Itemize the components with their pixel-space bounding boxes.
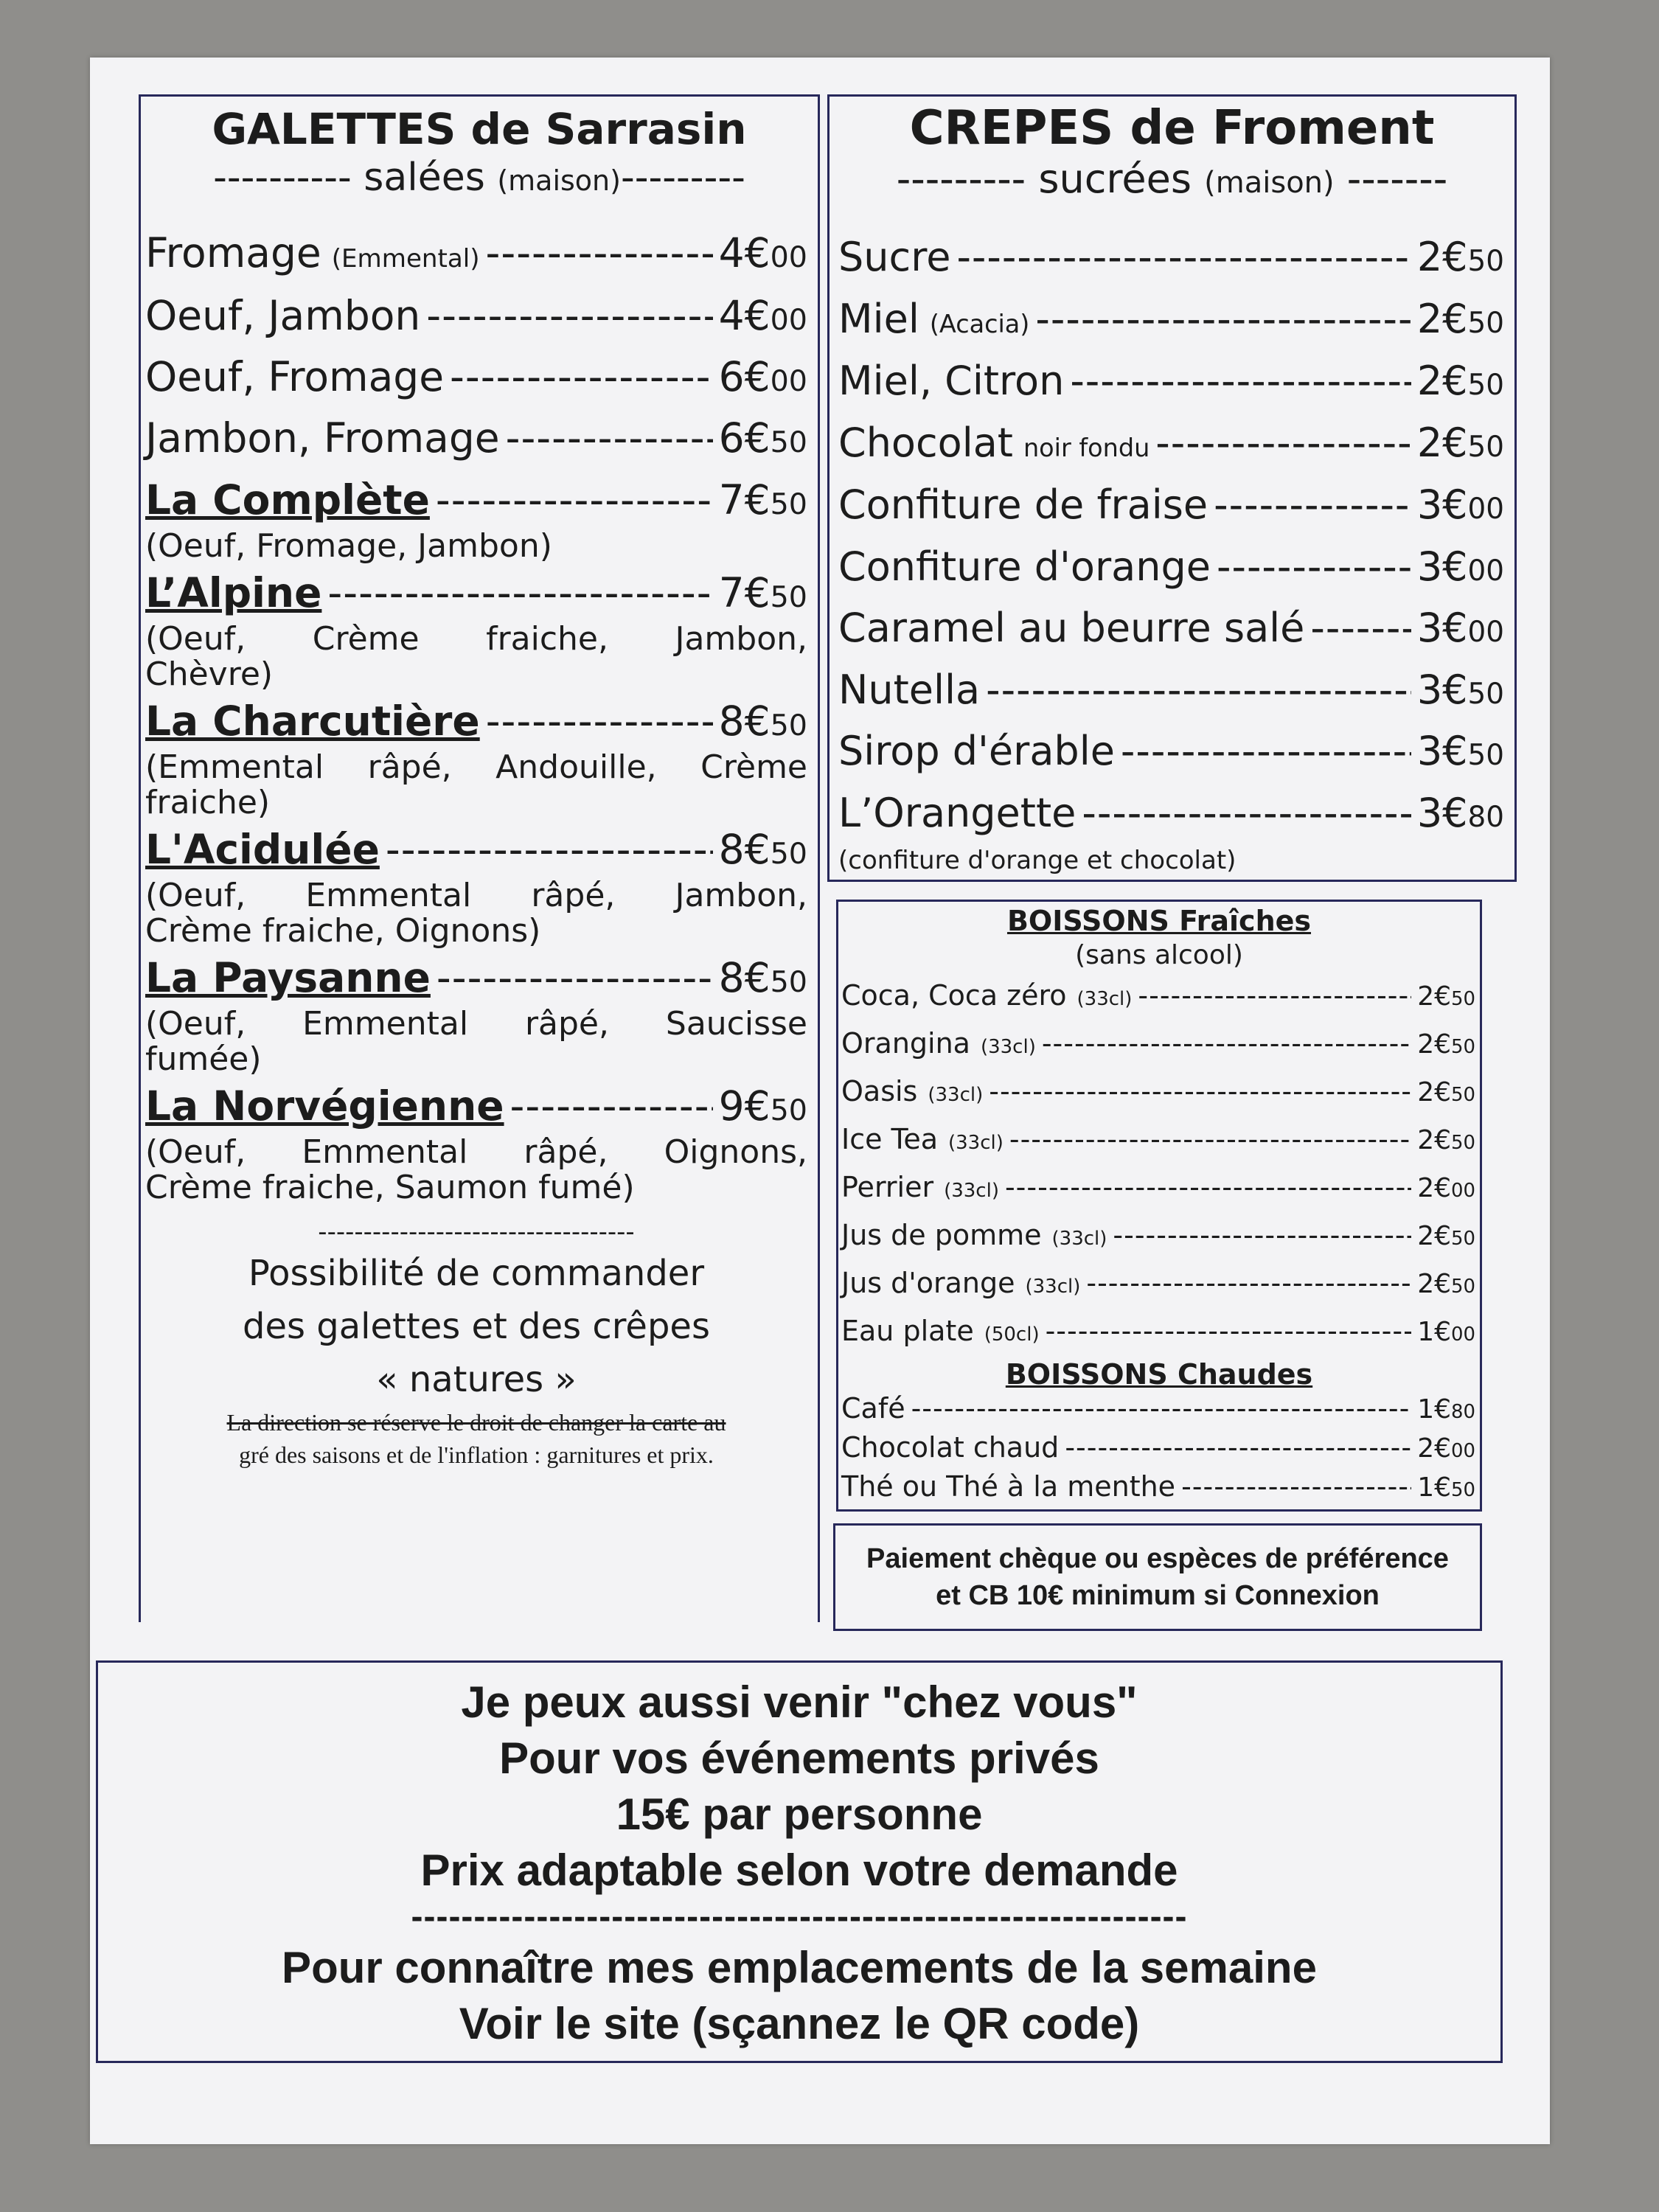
price-cents: 00 [1467,554,1504,588]
item-name: Sirop d'érable [838,728,1115,774]
item-description: (Oeuf, Emmental râpé, Oignons, [145,1133,807,1171]
price-cents: 50 [770,965,807,999]
item-price [719,564,807,626]
crepes-footnote: (confiture d'orange et chocolat) [838,846,1237,875]
price-cents: 00 [770,303,807,337]
item-note: (33cl) [980,1036,1036,1058]
item-name: Miel, Citron [838,358,1065,404]
item-price [1417,229,1504,291]
menu-item [830,476,1514,538]
item-price [1417,1310,1475,1357]
item-price [1417,476,1504,538]
galettes-title: GALETTES de Sarrasin [212,104,747,154]
item-price [1417,538,1504,600]
price-cents: 00 [1467,616,1504,649]
price-euros: 2€ [1417,1173,1452,1203]
cold-drinks-title: BOISSONS Fraîches [1006,905,1312,937]
dotted-leader [1082,785,1411,842]
item-name: L’Alpine [145,569,322,616]
dotted-leader [506,410,713,467]
events-line-1: Je peux aussi venir "chez vous" [461,1677,1138,1727]
price-euros: 2€ [1416,295,1468,342]
item-name: Oeuf, Fromage [145,353,445,400]
item-description: (Emmental râpé, Andouille, Crème [145,748,807,786]
price-cents: 50 [1451,1084,1475,1106]
dotted-leader [486,692,713,750]
menu-item [830,538,1514,600]
menu-item [838,1430,1480,1469]
dotted-leader [437,949,713,1006]
item-name: Miel [838,295,919,342]
price-cents: 50 [1451,1132,1475,1154]
events-separator: -------------------------------------------------------------- [411,1897,1188,1936]
dotted-leader [1113,1213,1411,1257]
menu-item [145,349,807,410]
price-cents: 50 [1467,245,1504,278]
menu-item [145,410,807,471]
price-cents: 50 [1451,1228,1475,1250]
price-cents: 50 [770,425,807,459]
price-euros: 3€ [1416,543,1468,590]
item-price [1417,723,1504,785]
menu-item [830,229,1514,291]
dotted-leader [510,1077,713,1135]
hot-drinks-title: BOISSONS Chaudes [1005,1358,1313,1391]
price-cents: 00 [770,364,807,398]
item-description: fraiche) [145,784,271,821]
item-description: fumée) [145,1040,262,1078]
item-description: Crème fraiche, Saumon fumé) [145,1169,635,1206]
item-price [1417,291,1504,352]
item-price [1417,785,1504,846]
item-name: La Complète [145,476,430,524]
events-line-2: Pour vos événements privés [499,1733,1099,1783]
price-euros: 3€ [1416,728,1468,774]
price-euros: 2€ [1416,358,1468,404]
item-name: Orangina [841,1027,970,1060]
item-note: (Acacia) [929,309,1030,338]
item-note: (33cl) [1051,1228,1107,1250]
item-description: (Oeuf, Emmental râpé, Saucisse [145,1005,807,1043]
price-cents: 50 [1467,369,1504,402]
item-name: Caramel au beurre salé [838,605,1305,651]
hot-drinks-list [838,1391,1480,1508]
item-description: (Oeuf, Emmental râpé, Jambon, [145,877,807,914]
menu-item [145,949,807,1011]
item-name: Fromage [145,229,321,276]
price-euros: 6€ [718,414,771,462]
dotted-leader [1121,723,1411,780]
item-price [1417,599,1504,661]
item-description: Crème fraiche, Oignons) [145,912,541,950]
menu-item [830,352,1514,414]
dotted-leader [1217,538,1411,596]
price-euros: 3€ [1416,605,1468,651]
menu-item [838,1213,1480,1261]
menu-item [830,291,1514,353]
price-euros: 1€ [1417,1472,1452,1503]
item-name: La Charcutière [145,698,480,745]
order-note-line: des galettes et des crêpes [243,1306,710,1347]
dotted-leader [1065,1430,1411,1465]
menu-item [145,821,807,883]
dotted-leader [1310,599,1411,657]
menu-item [838,1021,1480,1069]
menu-item [838,1391,1480,1430]
item-price [1417,661,1504,723]
item-price [1417,1214,1475,1261]
dotted-leader [1086,1261,1411,1305]
crepes-section [827,94,1517,882]
payment-line-1: Paiement chèque ou espèces de préférence [866,1543,1449,1574]
item-note: (33cl) [947,1132,1004,1154]
crepes-title: CREPES de Froment [909,101,1435,156]
item-price [1417,1431,1475,1469]
menu-item [830,414,1514,477]
menu-item [838,1117,1480,1165]
item-description: (Oeuf, Crème fraiche, Jambon, [145,620,807,658]
events-info [96,1660,1503,2063]
item-price [719,692,807,754]
dotted-leader [1046,1309,1412,1353]
order-note-line: « natures » [376,1359,577,1400]
menu-item [145,1077,807,1139]
dotted-leader [986,661,1411,719]
dotted-leader [1214,476,1411,534]
item-note: (33cl) [1025,1276,1081,1298]
menu-item [145,564,807,626]
price-cents: 00 [770,240,807,274]
price-cents: 50 [770,1093,807,1127]
price-euros: 3€ [1416,666,1468,713]
price-cents: 50 [1451,1479,1475,1501]
price-euros: 4€ [718,229,771,276]
menu-item [830,723,1514,785]
item-price [719,349,807,410]
legal-note-line: gré des saisons et de l'inflation : garnitures et prix. [239,1441,714,1468]
menu-item [838,1469,1480,1508]
menu-item [838,1069,1480,1117]
price-cents: 50 [770,709,807,742]
item-name: Perrier [841,1171,934,1203]
menu-item [145,471,807,533]
item-name: L'Acidulée [145,826,380,873]
item-description: (Oeuf, Fromage, Jambon) [145,527,552,565]
item-price [1417,1166,1475,1213]
galettes-section [139,94,820,1622]
dotted-leader [1042,1021,1411,1065]
price-euros: 4€ [718,292,771,339]
item-price [1417,1023,1475,1069]
item-price [1417,1262,1475,1309]
item-name: L’Orangette [838,789,1077,836]
cold-drinks-list [838,973,1480,1357]
item-note: (50cl) [984,1324,1040,1346]
price-cents: 00 [1467,493,1504,526]
menu-item [838,973,1480,1021]
price-cents: 50 [1451,1036,1475,1058]
menu-item [838,1165,1480,1213]
price-cents: 50 [770,837,807,871]
item-price [719,949,807,1011]
price-euros: 2€ [1416,234,1468,280]
price-euros: 2€ [1417,981,1452,1012]
item-note: (Emmental) [331,244,480,274]
price-cents: 50 [770,487,807,521]
item-name: Oasis [841,1075,918,1107]
item-name: Chocolat chaud [841,1431,1060,1464]
item-name: Café [841,1392,905,1425]
item-price [1417,1119,1475,1165]
price-euros: 2€ [1417,1125,1452,1155]
item-price [719,288,807,349]
dotted-leader [911,1391,1412,1426]
price-euros: 7€ [718,569,771,616]
price-euros: 8€ [718,698,771,745]
galettes-list [141,225,818,1471]
galettes-subtitle: ---------- salées (maison)--------- [213,156,745,200]
dotted-leader [1181,1469,1411,1504]
item-name: Chocolat [838,419,1013,466]
cold-drinks-subtitle: (sans alcool) [1075,940,1243,970]
item-name: Jus d'orange [841,1267,1015,1299]
dotted-leader [1035,291,1411,348]
item-name: Sucre [838,234,951,280]
dotted-leader [1005,1165,1411,1209]
order-note-line: Possibilité de commander [248,1253,705,1294]
item-name: Eau plate [841,1315,974,1347]
item-name: Jambon, Fromage [145,414,500,462]
galettes-separator: ----------------------------------- [318,1217,635,1247]
item-name: Confiture de fraise [838,481,1208,528]
item-name: Oeuf, Jambon [145,292,421,339]
price-euros: 2€ [1417,1221,1452,1251]
menu-item [838,1309,1480,1357]
crepes-subtitle: --------- sucrées (maison) ------- [896,156,1448,202]
price-cents: 50 [1467,430,1504,464]
price-euros: 9€ [718,1082,771,1130]
payment-info [833,1523,1482,1631]
item-name: Jus de pomme [841,1219,1042,1251]
price-cents: 00 [1451,1440,1475,1462]
dotted-leader [956,229,1411,286]
price-cents: 00 [1451,1180,1475,1202]
price-euros: 1€ [1417,1394,1452,1425]
price-cents: 50 [1467,739,1504,772]
item-price [1417,1470,1475,1508]
menu-item [838,1261,1480,1309]
dotted-leader [386,821,713,878]
item-price [1417,975,1475,1021]
payment-line-2: et CB 10€ minimum si Connexion [936,1580,1380,1611]
price-cents: 50 [1467,677,1504,711]
menu-item [145,225,807,288]
price-euros: 3€ [1416,481,1468,528]
price-cents: 50 [1451,988,1475,1010]
price-euros: 6€ [718,353,771,400]
price-euros: 3€ [1416,789,1468,836]
events-line-5: Pour connaître mes emplacements de la semaine [282,1943,1317,1992]
dotted-leader [1009,1117,1411,1161]
item-name: Coca, Coca zéro [841,979,1067,1012]
item-name: Nutella [838,666,981,713]
menu-item [145,692,807,754]
item-note: (33cl) [944,1180,999,1202]
price-euros: 2€ [1417,1077,1452,1107]
item-description: Chèvre) [145,655,274,693]
item-note: noir fondu [1023,433,1150,462]
price-euros: 7€ [718,476,771,524]
price-cents: 80 [1467,800,1504,834]
menu-item [145,288,807,349]
price-euros: 2€ [1416,419,1468,466]
price-euros: 1€ [1417,1317,1452,1347]
dotted-leader [450,349,713,406]
price-cents: 00 [1451,1324,1475,1346]
events-line-6: Voir le site (sçannez le QR code) [459,1999,1140,2048]
dotted-leader [486,225,713,282]
dotted-leader [436,471,713,529]
item-note: (33cl) [1077,988,1133,1010]
price-cents: 50 [1451,1276,1475,1298]
menu-item [830,599,1514,661]
item-price [719,821,807,883]
item-price [719,410,807,471]
price-cents: 50 [1467,306,1504,340]
menu-item [830,785,1514,846]
price-cents: 50 [770,580,807,614]
dotted-leader [327,564,712,622]
events-line-4: Prix adaptable selon votre demande [420,1846,1178,1895]
price-euros: 8€ [718,826,771,873]
price-euros: 8€ [718,954,771,1001]
item-price [1417,1071,1475,1117]
item-price [719,225,807,286]
boissons-section [836,900,1482,1512]
crepes-list [830,229,1514,846]
dotted-leader [1155,414,1411,472]
events-line-3: 15€ par personne [616,1790,983,1839]
dotted-leader [1138,973,1411,1018]
item-name: Ice Tea [841,1123,938,1155]
menu-item [830,661,1514,723]
item-price [1417,352,1504,414]
dotted-leader [1070,352,1411,410]
item-name: La Norvégienne [145,1082,504,1130]
price-euros: 2€ [1417,1269,1452,1299]
price-euros: 2€ [1417,1433,1452,1464]
price-euros: 2€ [1417,1029,1452,1060]
item-price [1417,414,1504,476]
item-name: Thé ou Thé à la menthe [841,1470,1176,1503]
item-price [719,1077,807,1139]
item-price [719,471,807,533]
item-name: Confiture d'orange [838,543,1211,590]
item-name: La Paysanne [145,954,431,1001]
price-cents: 80 [1451,1401,1475,1423]
item-note: (33cl) [928,1084,984,1106]
item-price [1417,1392,1475,1430]
dotted-leader [989,1069,1411,1113]
dotted-leader [426,288,712,344]
legal-note-line: La direction se réserve le droit de changer la carte au [226,1409,726,1436]
